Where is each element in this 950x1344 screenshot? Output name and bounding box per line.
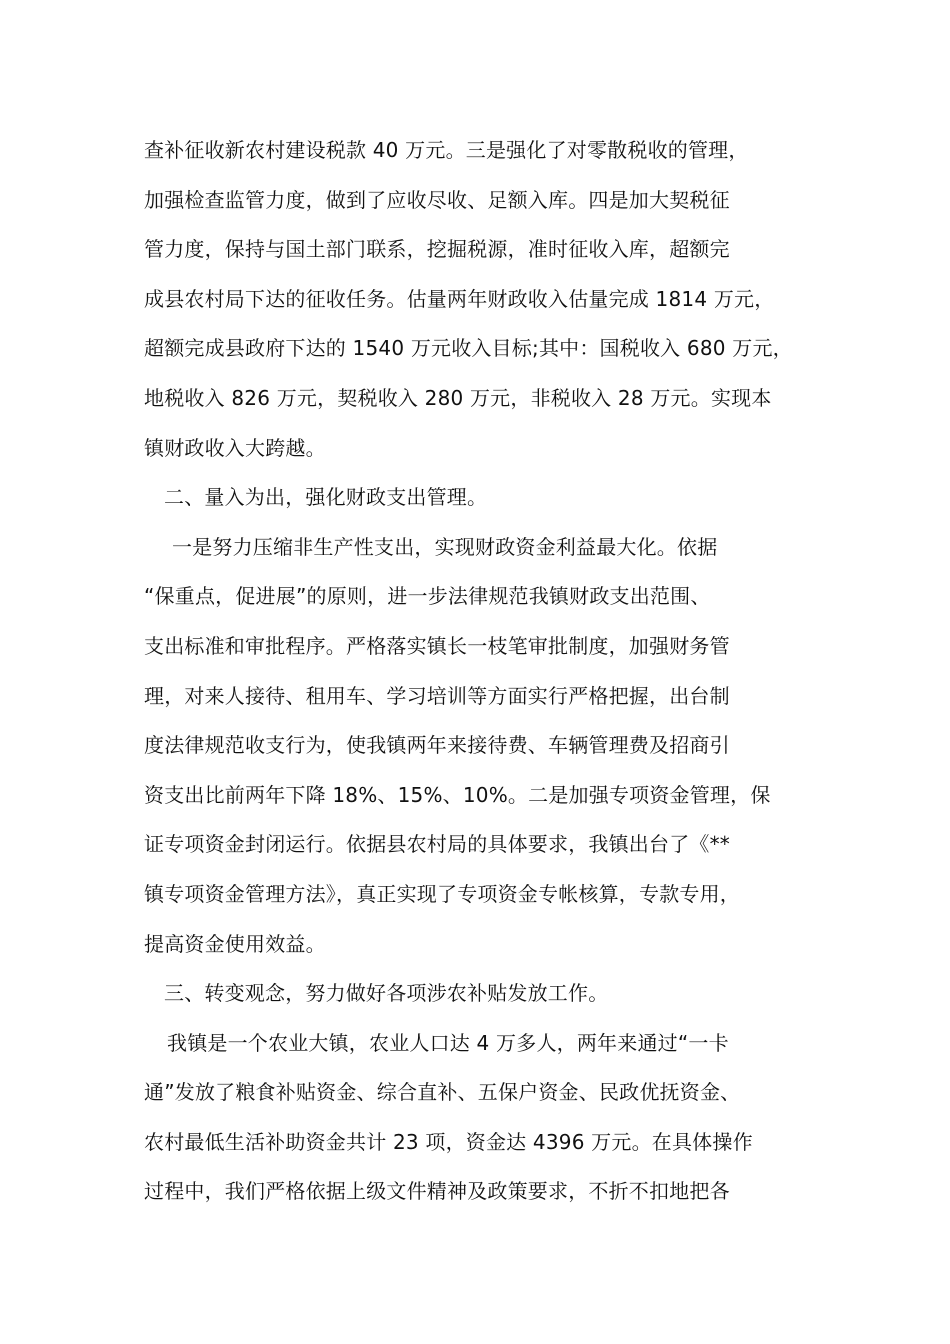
document-body: [144, 126, 824, 1217]
text-line: 资支出比前两年下降 18%、15%、10%。二是加强专项资金管理，保: [144, 782, 771, 807]
text-line: 农村最低生活补助资金共计 23 项，资金达 4396 万元。在具体操作: [144, 1129, 753, 1154]
text-line: 镇专项资金管理方法》，真正实现了专项资金专帐核算，专款专用，: [144, 881, 740, 906]
section-heading: 二、量入为出，强化财政支出管理。: [164, 485, 488, 510]
text-line: 度法律规范收支行为，使我镇两年来接待费、车辆管理费及招商引: [144, 733, 730, 758]
text-line: 理，对来人接待、租用车、学习培训等方面实行严格把握，出台制: [144, 683, 730, 708]
text-line: 查补征收新农村建设税款 40 万元。三是强化了对零散税收的管理，: [144, 138, 749, 162]
text-line: 过程中，我们严格依据上级文件精神及政策要求，不折不扣地把各: [144, 1179, 730, 1204]
paragraph-start-line: 我镇是一个农业大镇，农业人口达 4 万多人，两年来通过“一卡: [167, 1030, 729, 1055]
text-line: 支出标准和审批程序。严格落实镇长一枝笔审批制度，加强财务管: [144, 633, 730, 658]
text-line: 成县农村局下达的征收任务。估量两年财政收入估量完成 1814 万元，: [144, 286, 775, 311]
text-line: 加强检查监管力度，做到了应收尽收、足额入库。四是加大契税征: [144, 187, 730, 212]
text-line: 地税收入 826 万元，契税收入 280 万元，非税收入 28 万元。实现本: [144, 385, 772, 410]
text-line: 证专项资金封闭运行。依据县农村局的具体要求，我镇出台了《**: [144, 832, 730, 857]
section-heading: 三、转变观念，努力做好各项涉农补贴发放工作。: [164, 981, 609, 1006]
text-line: 提高资金使用效益。: [144, 931, 326, 956]
text-line: “保重点，促进展”的原则，进一步法律规范我镇财政支出范围、: [144, 584, 711, 609]
paragraph-start-line: 一是努力压缩非生产性支出，实现财政资金利益最大化。依据: [172, 534, 718, 559]
text-line: 管力度，保持与国土部门联系，挖掘税源，准时征收入库，超额完: [144, 237, 730, 262]
text-line: 超额完成县政府下达的 1540 万元收入目标;其中：国税收入 680 万元，: [144, 336, 793, 361]
text-line: 镇财政收入大跨越。: [144, 435, 326, 460]
text-line: 通”发放了粮食补贴资金、综合直补、五保户资金、民政优抚资金、: [144, 1080, 741, 1105]
